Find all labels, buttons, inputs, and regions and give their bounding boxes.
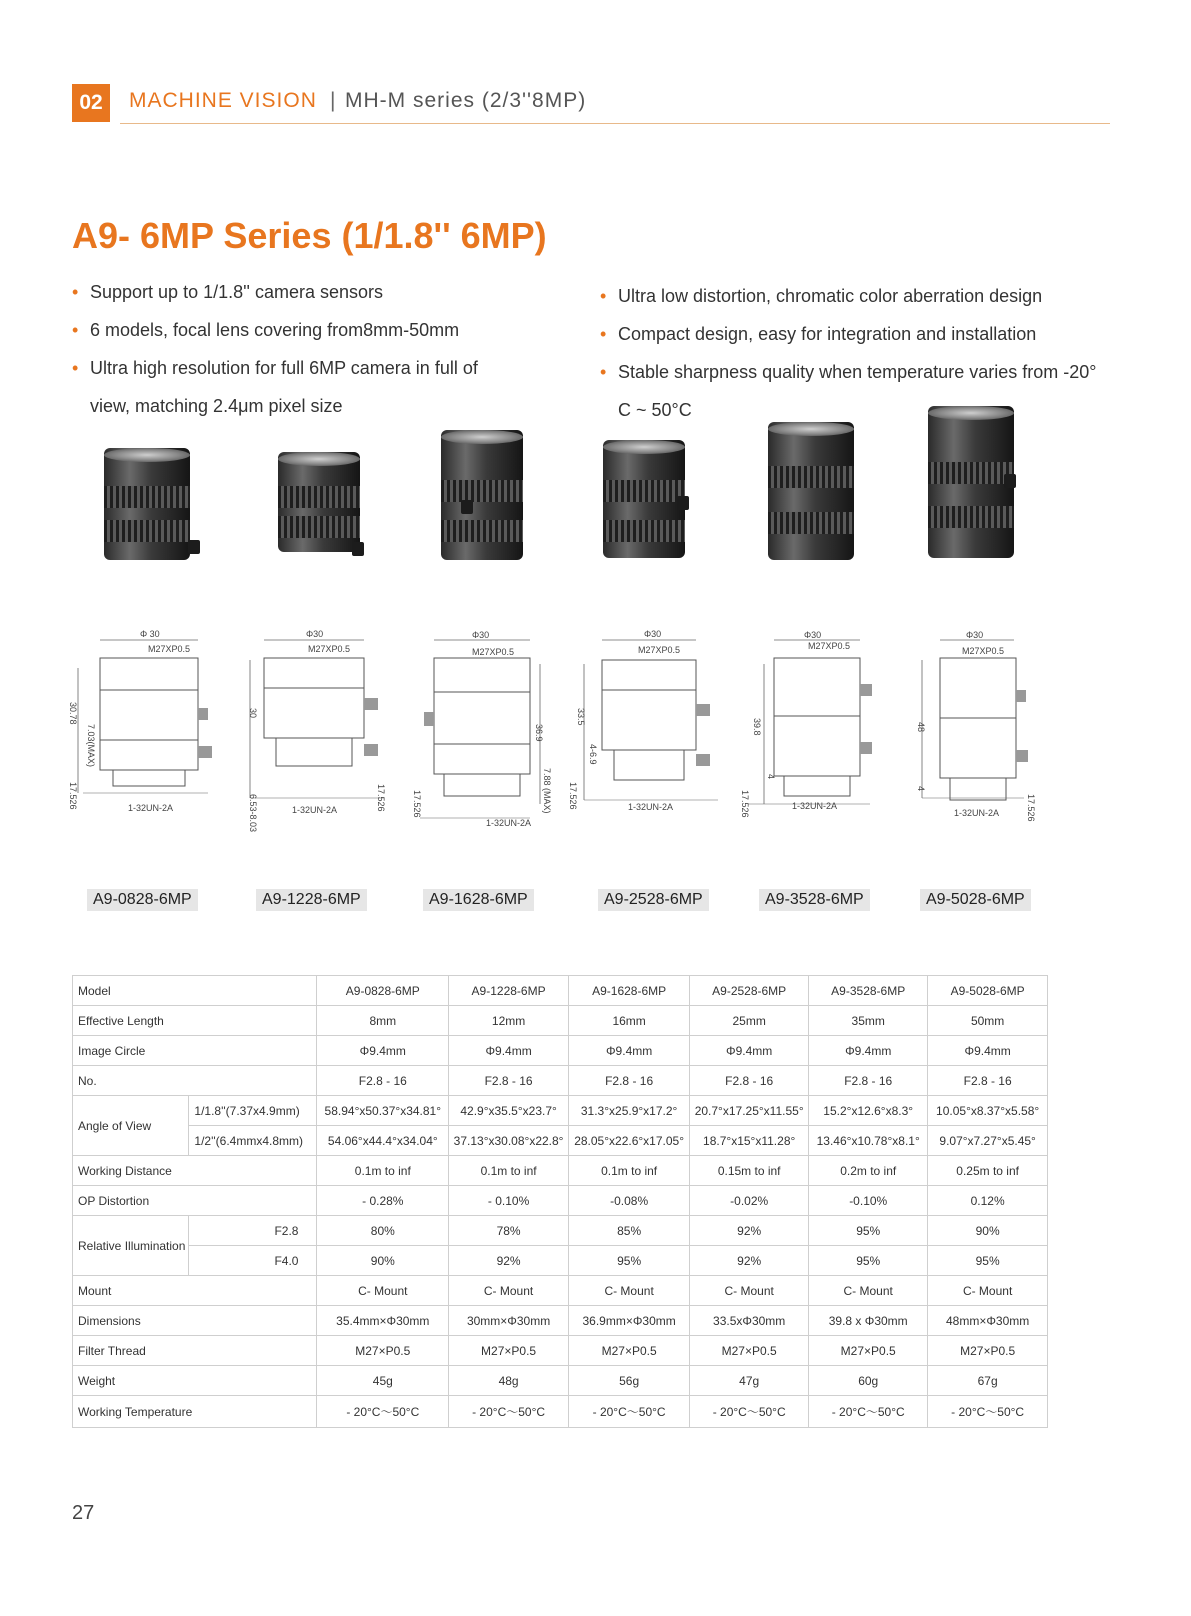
table-cell: 39.8 x Φ30mm: [809, 1306, 928, 1336]
drawing-height-label: 33.5: [576, 708, 586, 726]
header-rule: [120, 123, 1110, 124]
row-label: Weight: [73, 1366, 317, 1396]
table-cell: - 20°C～50°C: [690, 1396, 809, 1428]
table-cell: Φ9.4mm: [449, 1036, 569, 1066]
table-cell: A9-1628-6MP: [569, 976, 690, 1006]
table-row: [73, 1156, 1048, 1186]
drawing-height-label: 30.78: [68, 702, 78, 725]
model-label: A9-3528-6MP: [759, 889, 870, 911]
table-cell: Φ9.4mm: [928, 1036, 1048, 1066]
table-row: [73, 1096, 1048, 1126]
feature-item-continuation: C ~ 50°C: [618, 400, 692, 420]
drawing-backfocus-label: 4-6.9: [588, 744, 598, 765]
table-cell: 36.9mm×Φ30mm: [569, 1306, 690, 1336]
table-cell: - 20°C～50°C: [809, 1396, 928, 1428]
table-row: [73, 976, 1048, 1006]
table-cell: F2.8 - 16: [449, 1066, 569, 1096]
table-cell: 90%: [317, 1246, 449, 1276]
table-cell: 42.9°x35.5°x23.7°: [449, 1096, 569, 1126]
drawing-diameter-label: Φ30: [804, 630, 822, 640]
table-cell: 50mm: [928, 1006, 1048, 1036]
drawing-thread-label: M27XP0.5: [148, 644, 191, 654]
drawing-mount-label: 1-32UN-2A: [128, 803, 174, 813]
table-cell: 80%: [317, 1216, 449, 1246]
table-cell: 78%: [449, 1216, 569, 1246]
drawing-flange-label: 17.526: [68, 782, 78, 810]
table-cell: 16mm: [569, 1006, 690, 1036]
table-cell: - 20°C～50°C: [449, 1396, 569, 1428]
drawing-diameter-label: Φ30: [644, 629, 662, 639]
table-cell: 47g: [690, 1366, 809, 1396]
table-cell: C- Mount: [449, 1276, 569, 1306]
table-cell: - 20°C～50°C: [928, 1396, 1048, 1428]
table-cell: -0.02%: [690, 1186, 809, 1216]
table-cell: 20.7°x17.25°x11.55°: [690, 1096, 809, 1126]
table-cell: -0.10%: [809, 1186, 928, 1216]
header-separator: |: [330, 89, 336, 112]
drawing-diameter-label: Φ30: [472, 630, 490, 640]
table-cell: 0.2m to inf: [809, 1156, 928, 1186]
table-cell: 25mm: [690, 1006, 809, 1036]
lens-drawing-1228: [244, 628, 404, 843]
row-sublabel: 1/1.8''(7.37x4.9mm): [189, 1096, 317, 1126]
model-label: A9-5028-6MP: [920, 889, 1031, 911]
drawing-diameter-label: Φ30: [966, 630, 984, 640]
lens-drawing-3528: [740, 628, 900, 828]
lens-photo-1628: [441, 430, 523, 560]
feature-item: • Stable sharpness quality when temperature varies from -20°: [600, 353, 1120, 391]
row-label: Dimensions: [73, 1306, 317, 1336]
section-number-badge: 02: [72, 84, 110, 122]
lens-drawing-5028: [914, 628, 1074, 828]
table-cell: 48g: [449, 1366, 569, 1396]
table-row: [73, 1366, 1048, 1396]
drawing-height-label: 39.8: [752, 718, 762, 736]
drawing-flange-label: 17.526: [740, 790, 750, 818]
drawing-mount-label: 1-32UN-2A: [792, 801, 838, 811]
table-row: [73, 1126, 1048, 1156]
drawing-backfocus-label: 7.88 (MAX): [542, 768, 552, 814]
drawing-thread-label: M27XP0.5: [638, 645, 681, 655]
table-cell: 15.2°x12.6°x8.3°: [809, 1096, 928, 1126]
table-cell: 95%: [928, 1246, 1048, 1276]
table-cell: 92%: [690, 1246, 809, 1276]
lens-drawing-2528: [568, 628, 738, 828]
drawing-thread-label: M27XP0.5: [308, 644, 351, 654]
table-cell: 31.3°x25.9°x17.2°: [569, 1096, 690, 1126]
row-label: Model: [73, 976, 317, 1006]
model-label: A9-0828-6MP: [87, 889, 198, 911]
lens-photo-3528: [768, 422, 854, 560]
drawing-height-label: 30: [248, 708, 258, 719]
table-cell: 58.94°x50.37°x34.81°: [317, 1096, 449, 1126]
table-cell: 8mm: [317, 1006, 449, 1036]
lens-drawing-0828: [68, 628, 228, 838]
table-cell: Φ9.4mm: [317, 1036, 449, 1066]
table-cell: 67g: [928, 1366, 1048, 1396]
model-label: A9-1228-6MP: [256, 889, 367, 911]
table-row: [73, 1246, 1048, 1276]
table-cell: -0.08%: [569, 1186, 690, 1216]
table-cell: - 20°C～50°C: [317, 1396, 449, 1428]
table-cell: Φ9.4mm: [569, 1036, 690, 1066]
table-cell: 10.05°x8.37°x5.58°: [928, 1096, 1048, 1126]
drawing-mount-label: 1-32UN-2A: [486, 818, 532, 828]
page-title: A9- 6MP Series (1/1.8'' 6MP): [72, 215, 547, 256]
lens-photo-5028: [928, 406, 1014, 558]
table-cell: M27×P0.5: [317, 1336, 449, 1366]
table-cell: 56g: [569, 1366, 690, 1396]
row-label: Angle of View: [73, 1096, 189, 1156]
row-label: No.: [73, 1066, 317, 1096]
row-label: Working Distance: [73, 1156, 317, 1186]
table-row: [73, 1306, 1048, 1336]
drawing-mount-label: 1-32UN-2A: [628, 802, 674, 812]
specification-table: [72, 975, 1048, 1428]
model-label: A9-1628-6MP: [423, 889, 534, 911]
table-cell: A9-3528-6MP: [809, 976, 928, 1006]
bullet-dot-icon: •: [600, 362, 607, 382]
table-cell: - 0.28%: [317, 1186, 449, 1216]
table-cell: 54.06°x44.4°x34.04°: [317, 1126, 449, 1156]
row-label: Filter Thread: [73, 1336, 317, 1366]
table-cell: Φ9.4mm: [809, 1036, 928, 1066]
drawing-flange-label: 17.526: [376, 784, 386, 812]
table-cell: M27×P0.5: [690, 1336, 809, 1366]
table-cell: 33.5xΦ30mm: [690, 1306, 809, 1336]
page-number: 27: [72, 1502, 95, 1524]
table-cell: M27×P0.5: [928, 1336, 1048, 1366]
table-cell: 95%: [809, 1246, 928, 1276]
drawing-flange-label: 17.526: [1026, 794, 1036, 822]
table-cell: 0.1m to inf: [317, 1156, 449, 1186]
drawing-thread-label: M27XP0.5: [962, 646, 1005, 656]
drawing-backfocus-label: 4: [766, 774, 776, 780]
drawing-mount-label: 1-32UN-2A: [954, 808, 1000, 818]
drawing-height-label: 48: [916, 722, 926, 733]
table-cell: 92%: [449, 1246, 569, 1276]
table-cell: 60g: [809, 1366, 928, 1396]
bullet-dot-icon: •: [600, 324, 607, 344]
table-cell: M27×P0.5: [809, 1336, 928, 1366]
feature-list-left: [72, 273, 542, 425]
table-cell: F2.8 - 16: [809, 1066, 928, 1096]
drawing-backfocus-label: 6.53-8.03: [248, 794, 258, 833]
row-label: Relative Illumination: [73, 1216, 189, 1276]
table-cell: C- Mount: [690, 1276, 809, 1306]
lens-photo-0828: [104, 448, 190, 560]
table-cell: 35.4mm×Φ30mm: [317, 1306, 449, 1336]
feature-item: • Compact design, easy for integration and installation: [600, 315, 1120, 353]
table-row: [73, 1276, 1048, 1306]
section-subtitle: MH-M series (2/3''8MP): [345, 89, 587, 112]
row-label: OP Distortion: [73, 1186, 317, 1216]
table-cell: 95%: [809, 1216, 928, 1246]
table-row: [73, 1006, 1048, 1036]
feature-item: • Ultra high resolution for full 6MP camera in full of: [72, 349, 542, 387]
table-cell: 0.25m to inf: [928, 1156, 1048, 1186]
bullet-dot-icon: •: [600, 286, 607, 306]
feature-item-continuation: view, matching 2.4μm pixel size: [90, 396, 343, 416]
table-cell: Φ9.4mm: [690, 1036, 809, 1066]
drawing-flange-label: 17.526: [568, 782, 578, 810]
model-label: A9-2528-6MP: [598, 889, 709, 911]
table-cell: C- Mount: [569, 1276, 690, 1306]
table-cell: 35mm: [809, 1006, 928, 1036]
feature-list-right: [600, 277, 1120, 429]
table-cell: M27×P0.5: [569, 1336, 690, 1366]
row-label: Image Circle: [73, 1036, 317, 1066]
drawing-diameter-label: Φ 30: [140, 629, 160, 639]
table-cell: - 0.10%: [449, 1186, 569, 1216]
table-cell: F2.8 - 16: [690, 1066, 809, 1096]
table-cell: A9-1228-6MP: [449, 976, 569, 1006]
table-cell: F2.8 - 16: [317, 1066, 449, 1096]
table-row: [73, 1216, 1048, 1246]
section-title: MACHINE VISION: [129, 89, 317, 112]
drawing-height-label: 36.9: [534, 724, 544, 742]
table-cell: C- Mount: [928, 1276, 1048, 1306]
feature-item: • 6 models, focal lens covering from8mm-50mm: [72, 311, 542, 349]
drawing-thread-label: M27XP0.5: [808, 641, 851, 651]
table-row: [73, 1066, 1048, 1096]
lens-drawing-1628: [410, 628, 570, 838]
table-cell: 28.05°x22.6°x17.05°: [569, 1126, 690, 1156]
table-row: [73, 1186, 1048, 1216]
drawing-backfocus-label: 7.03(MAX): [86, 724, 96, 768]
drawing-mount-label: 1-32UN-2A: [292, 805, 338, 815]
table-cell: A9-5028-6MP: [928, 976, 1048, 1006]
table-cell: M27×P0.5: [449, 1336, 569, 1366]
table-cell: F2.8 - 16: [569, 1066, 690, 1096]
bullet-dot-icon: •: [72, 282, 79, 302]
table-cell: 9.07°x7.27°x5.45°: [928, 1126, 1048, 1156]
row-sublabel: F2.8: [189, 1216, 317, 1246]
table-cell: 95%: [569, 1246, 690, 1276]
table-row: [73, 1396, 1048, 1428]
table-cell: C- Mount: [317, 1276, 449, 1306]
table-cell: 48mm×Φ30mm: [928, 1306, 1048, 1336]
table-cell: 90%: [928, 1216, 1048, 1246]
feature-item: • Ultra low distortion, chromatic color aberration design: [600, 277, 1120, 315]
table-cell: 18.7°x15°x11.28°: [690, 1126, 809, 1156]
table-cell: 45g: [317, 1366, 449, 1396]
bullet-dot-icon: •: [72, 358, 79, 378]
row-label: Working Temperature: [73, 1396, 317, 1428]
table-cell: F2.8 - 16: [928, 1066, 1048, 1096]
table-cell: 30mm×Φ30mm: [449, 1306, 569, 1336]
table-cell: 37.13°x30.08°x22.8°: [449, 1126, 569, 1156]
table-cell: 85%: [569, 1216, 690, 1246]
table-cell: 0.12%: [928, 1186, 1048, 1216]
drawing-thread-label: M27XP0.5: [472, 647, 515, 657]
table-cell: 12mm: [449, 1006, 569, 1036]
table-row: [73, 1336, 1048, 1366]
drawing-diameter-label: Φ30: [306, 629, 324, 639]
table-cell: 13.46°x10.78°x8.1°: [809, 1126, 928, 1156]
row-label: Mount: [73, 1276, 317, 1306]
table-cell: A9-2528-6MP: [690, 976, 809, 1006]
table-cell: A9-0828-6MP: [317, 976, 449, 1006]
table-cell: 92%: [690, 1216, 809, 1246]
row-sublabel: 1/2''(6.4mmx4.8mm): [189, 1126, 317, 1156]
table-cell: 0.1m to inf: [569, 1156, 690, 1186]
table-row: [73, 1036, 1048, 1066]
bullet-dot-icon: •: [72, 320, 79, 340]
table-cell: 0.1m to inf: [449, 1156, 569, 1186]
row-sublabel: F4.0: [189, 1246, 317, 1276]
table-cell: - 20°C～50°C: [569, 1396, 690, 1428]
feature-item: • Support up to 1/1.8'' camera sensors: [72, 273, 542, 311]
lens-photo-1228: [278, 452, 360, 552]
lens-photo-2528: [603, 440, 685, 558]
drawing-backfocus-label: 4: [916, 786, 926, 792]
table-cell: 0.15m to inf: [690, 1156, 809, 1186]
row-label: Effective Length: [73, 1006, 317, 1036]
table-cell: C- Mount: [809, 1276, 928, 1306]
drawing-flange-label: 17.526: [412, 790, 422, 818]
